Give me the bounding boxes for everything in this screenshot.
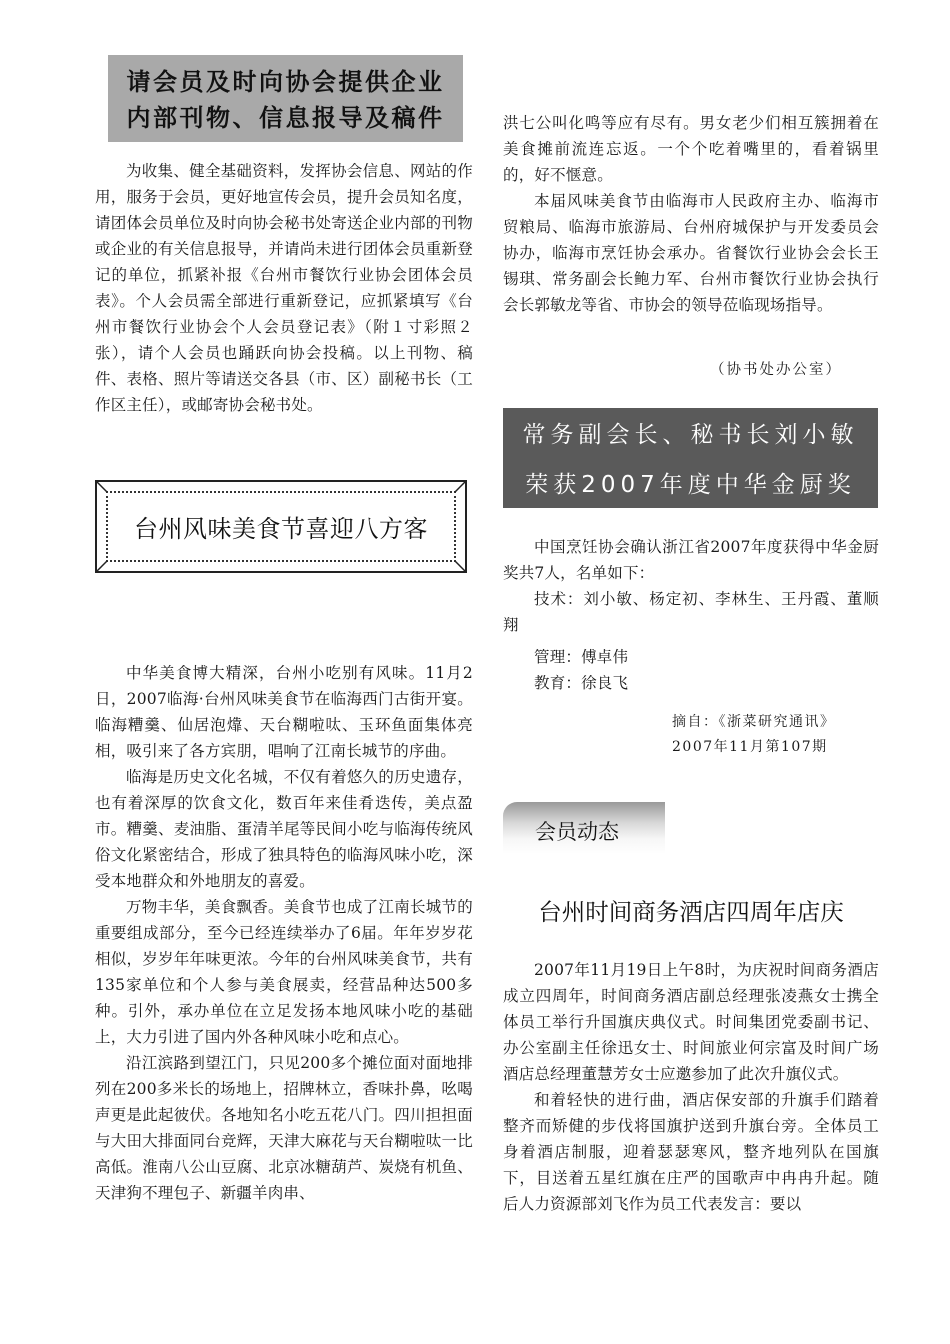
excerpt-line-2: 2007年11月第107期	[672, 739, 828, 755]
frame-corner-bottom-right	[454, 560, 466, 572]
award-article	[503, 534, 879, 696]
award-paragraph-1: 中国烹饪协会确认浙江省2007年度获得中华金厨奖共7人，名单如下：	[503, 538, 879, 582]
notice-body	[95, 158, 473, 418]
hotel-article	[503, 957, 879, 1217]
frame-corner-top-right	[454, 481, 466, 493]
festival-title-frame	[95, 480, 467, 573]
festival-article	[95, 660, 473, 1206]
section-tab-member-news	[503, 802, 665, 854]
excerpt-source	[672, 710, 836, 760]
award-title-box	[503, 408, 878, 508]
hotel-title: 台州时间商务酒店四周年店庆	[538, 898, 844, 926]
notice-paragraph: 为收集、健全基础资料，发挥协会信息、网站的作用，服务于会员，更好地宣传会员，提升会员知名度，请团体会员单位及时向协会秘书处寄送企业内部的刊物或企业的有关信息报导，并请尚未进行团体会员重新登记的单位，抓紧补报《台州市餐饮行业协会团体会员表》。个人会员需全部进行重新登记，应抓紧填写《台州市餐饮行业协会个人会员登记表》（附１寸彩照２张），请个人会员也踊跃向协会投稿。以上刊物、稿件、表格、照片等请送交各县（市、区）副秘书长（工作区主任），或邮寄协会秘书处。	[95, 162, 473, 414]
festival-continued-paragraph-1: 洪七公叫化鸣等应有尽有。男女老少们相互簇拥着在美食摊前流连忘返。一个个吃着嘴里的，看着锅里的，好不惬意。	[503, 114, 879, 184]
festival-paragraph-1: 中华美食博大精深，台州小吃别有风味。11月2日，2007临海·台州风味美食节在临海西门古街开宴。临海糟羹、仙居泡㸆、天台糊啦呔、玉环鱼面集体亮相，吸引来了各方宾朋，唱响了江南长城节的序曲。	[95, 664, 473, 760]
award-paragraph-4: 教育：徐良飞	[534, 674, 629, 692]
festival-paragraph-4: 沿江滨路到望江门，只见200多个摊位面对面地排列在200多米长的场地上，招牌林立，香味扑鼻，吆喝声更是此起彼伏。各地知名小吃五花八门。四川担担面与大田大排面同台竞辉，天津大麻花与天台糊啦呔一比高低。淮南八公山豆腐、北京冰糖葫芦、炭烧有机鱼、天津狗不理包子、新疆羊肉串、	[95, 1054, 473, 1202]
festival-article-continued	[503, 110, 879, 318]
award-title-line-1: 常务副会长、秘书长刘小敏	[522, 422, 859, 448]
excerpt-line-1: 摘自：《浙菜研究通讯》	[672, 714, 836, 730]
notice-title-line-2: 内部刊物、信息报导及稿件	[126, 104, 445, 132]
award-title-line-2: 荣获2007年度中华金厨奖	[525, 472, 856, 498]
award-paragraph-2: 技术：刘小敏、杨定初、李林生、王丹霞、董顺翔	[503, 590, 879, 634]
hotel-paragraph-1: 2007年11月19日上午8时，为庆祝时间商务酒店成立四周年，时间商务酒店副总经理张凌燕女士携全体员工举行升国旗庆典仪式。时间集团党委副书记、办公室副主任徐迅女士、时间旅业何宗富及时间广场酒店总经理董慧芳女士应邀参加了此次升旗仪式。	[503, 961, 879, 1083]
festival-title: 台州风味美食节喜迎八方客	[134, 515, 428, 543]
notice-title-box	[108, 55, 463, 142]
festival-paragraph-2: 临海是历史文化名城，不仅有着悠久的历史遗存，也有着深厚的饮食文化，数百年来佳肴迭传，美点盈市。糟羹、麦油脂、蛋清羊尾等民间小吃与临海传统风俗文化紧密结合，形成了独具特色的临海风味小吃，深受本地群众和外地朋友的喜爱。	[95, 768, 473, 890]
festival-continued-paragraph-2: 本届风味美食节由临海市人民政府主办、临海市贸粮局、临海市旅游局、台州府城保护与开发委员会协办，临海市烹饪协会承办。省餐饮行业协会会长王锡琪、常务副会长鲍力军、台州市餐饮行业协会执行会长郭敏龙等省、市协会的领导莅临现场指导。	[503, 192, 879, 314]
hotel-paragraph-2: 和着轻快的进行曲，酒店保安部的升旗手们踏着整齐而矫健的步伐将国旗护送到升旗台旁。全体员工身着酒店制服，迎着瑟瑟寒风，整齐地列队在国旗下，目送着五星红旗在庄严的国歌声中冉冉升起。随后人力资源部刘飞作为员工代表发言：要以	[503, 1091, 879, 1213]
award-paragraph-3: 管理：傅卓伟	[534, 648, 629, 666]
frame-corner-top-left	[96, 481, 108, 493]
frame-corner-bottom-left	[96, 560, 108, 572]
festival-paragraph-3: 万物丰华，美食飘香。美食节也成了江南长城节的重要组成部分，至今已经连续举办了6届。年年岁岁花相似，岁岁年年味更浓。今年的台州风味美食节，共有135家单位和个人参与美食展卖，经营品种达500多种。引外，承办单位在立足发扬本地风味小吃的基础上，大力引进了国内外各种风味小吃和点心。	[95, 898, 473, 1046]
section-tab-label: 会员动态	[535, 820, 619, 844]
notice-title-line-1: 请会员及时向协会提供企业	[126, 68, 445, 96]
festival-signature: （协书处办公室）	[710, 362, 842, 378]
